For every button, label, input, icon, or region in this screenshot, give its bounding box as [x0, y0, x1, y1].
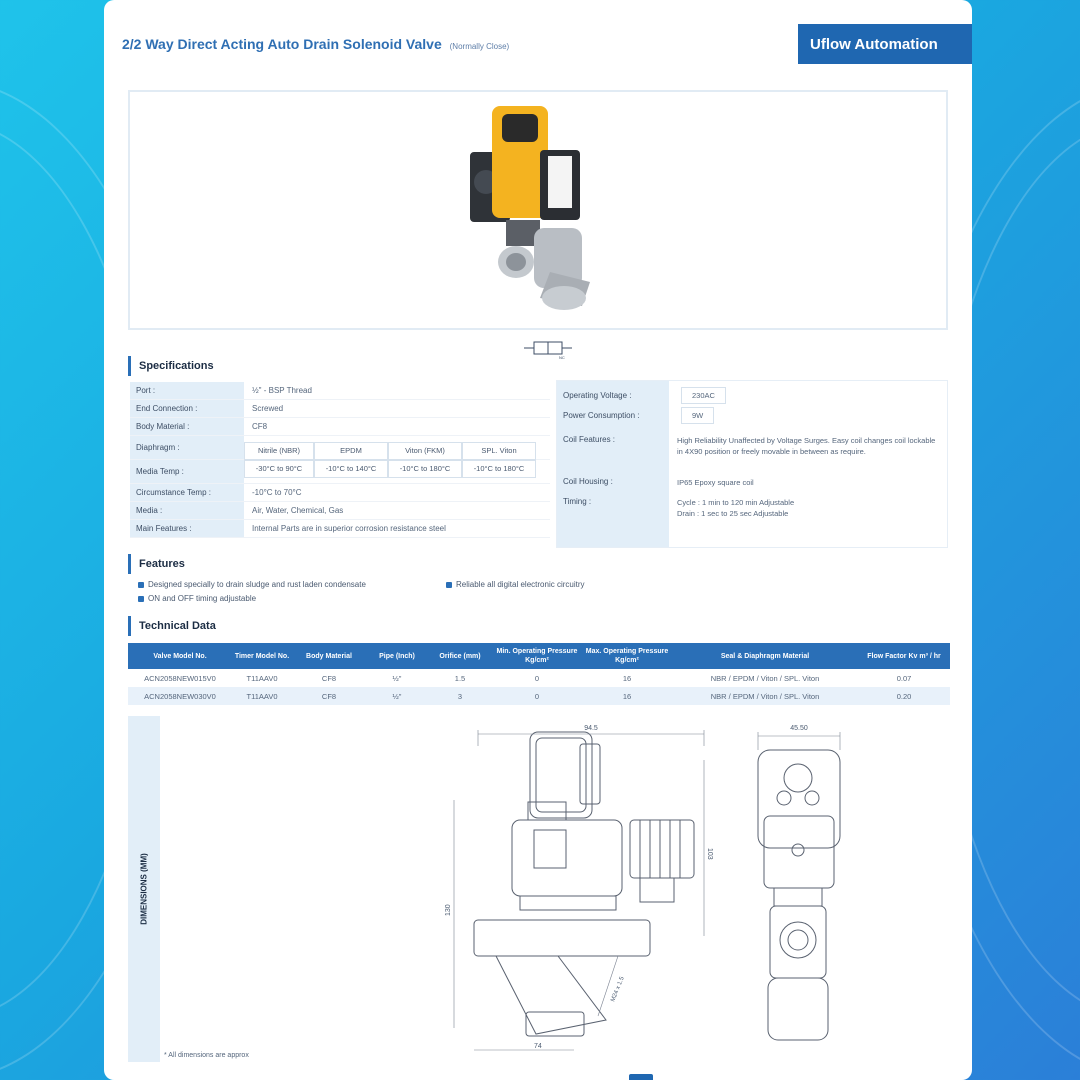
column-header: Seal & Diaphragm Material — [672, 643, 858, 669]
dimensions-note: * All dimensions are approx — [164, 1052, 249, 1059]
spec-value: ½" - BSP Thread — [252, 386, 312, 395]
technical-data-heading-text: Technical Data — [139, 620, 216, 632]
technical-data-table — [128, 643, 950, 705]
spec-label: Circumstance Temp : — [130, 484, 244, 501]
table-cell: 16 — [622, 673, 632, 683]
diaphragm-cell: SPL. Viton — [462, 442, 536, 460]
column-header: Flow Factor Kv m³ / hr — [858, 643, 950, 669]
datasheet-page — [104, 0, 972, 1080]
coil-features-label: Coil Features : — [563, 435, 616, 444]
dim-thread-label: M24 x 1.5 — [610, 976, 626, 1003]
table-row — [128, 669, 950, 687]
table-cell: CF8 — [321, 673, 337, 683]
diaphragm-cell: Nitrile (NBR) — [244, 442, 314, 460]
spec-value: -10°C to 70°C — [252, 488, 302, 497]
diaphragm-temperature-grid — [244, 442, 536, 478]
dim-base-label: 74 — [534, 1043, 542, 1050]
dim-coil-height-label: 103 — [706, 848, 713, 860]
page-indicator — [629, 1074, 653, 1080]
dimension-drawing — [164, 716, 948, 1052]
table-cell: 0 — [492, 687, 582, 705]
table-cell: ACN2058NEW015V0 — [144, 673, 216, 683]
bullet-icon — [446, 582, 452, 588]
operating-voltage-label: Operating Voltage : — [563, 391, 632, 400]
feature-text: Reliable all digital electronic circuitry — [456, 580, 585, 589]
bullet-icon — [138, 582, 144, 588]
spec-label: End Connection : — [130, 400, 244, 417]
feature-item — [138, 580, 366, 589]
column-header: Orifice (mm) — [428, 643, 492, 669]
spec-label: Diaphragm : — [130, 436, 244, 459]
table-cell: 0.20 — [858, 687, 950, 705]
column-header: Timer Model No. — [232, 643, 292, 669]
table-cell: 3 — [428, 687, 492, 705]
spec-row-body-material — [130, 418, 550, 436]
spec-row-end-connection — [130, 400, 550, 418]
feature-text: Designed specially to drain sludge and rust laden condensate — [148, 580, 366, 589]
technical-data-heading — [128, 616, 216, 636]
spec-label: Media Temp : — [130, 460, 244, 483]
column-header: Body Material — [292, 643, 366, 669]
media-temp-cell: -30°C to 90°C — [244, 460, 314, 478]
spec-value: Air, Water, Chemical, Gas — [252, 506, 344, 515]
table-row — [128, 687, 950, 705]
diaphragm-cell: EPDM — [314, 442, 388, 460]
page-title — [122, 36, 509, 52]
column-header: Min. Operating Pressure Kg/cm² — [492, 643, 582, 669]
dimensions-side-band — [128, 716, 160, 1062]
table-cell: CF8 — [292, 687, 366, 705]
specifications-right-panel — [556, 380, 948, 548]
power-consumption-label: Power Consumption : — [563, 411, 640, 420]
valve-symbol-icon — [522, 338, 586, 360]
product-photo — [130, 92, 950, 332]
bullet-icon — [138, 596, 144, 602]
media-temp-cell: -10°C to 180°C — [388, 460, 462, 478]
table-cell: T11AAV0 — [246, 673, 278, 683]
table-cell: 1.5 — [454, 673, 466, 683]
spec-label: Port : — [130, 382, 244, 399]
spec-label: Media : — [130, 502, 244, 519]
features-heading-text: Features — [139, 558, 185, 570]
spec-row-port — [130, 382, 550, 400]
table-cell: 0 — [534, 673, 540, 683]
diaphragm-cell: Viton (FKM) — [388, 442, 462, 460]
power-consumption-value: 9W — [681, 407, 714, 424]
table-cell: 16 — [582, 687, 672, 705]
right-label-column — [557, 381, 669, 547]
feature-item — [446, 580, 585, 589]
feature-item — [138, 594, 256, 603]
brand-badge — [798, 24, 972, 64]
table-cell: ½" — [366, 687, 428, 705]
timing-drain-value: Drain : 1 sec to 25 sec Adjustable — [677, 509, 789, 518]
table-cell: 0.07 — [896, 673, 912, 683]
column-header: Pipe (Inch) — [366, 643, 428, 669]
table-cell: NBR / EPDM / Viton / SPL. Viton — [710, 673, 820, 683]
dimensions-label: DIMENSIONS (MM) — [139, 853, 149, 925]
table-cell: ½" — [392, 673, 402, 683]
brand-text: Uflow Automation — [810, 35, 938, 53]
coil-housing-value: IP65 Epoxy square coil — [677, 478, 754, 487]
operating-voltage-value: 230AC — [681, 387, 726, 404]
table-header-row — [128, 643, 950, 669]
title-subtitle: (Normally Close) — [449, 42, 510, 51]
spec-row-media — [130, 502, 550, 520]
spec-value: CF8 — [252, 422, 268, 431]
spec-value: Screwed — [252, 404, 284, 413]
spec-row-circumstance-temp — [130, 484, 550, 502]
timing-cycle-value: Cycle : 1 min to 120 min Adjustable — [677, 498, 795, 507]
table-cell: ACN2058NEW030V0 — [128, 687, 232, 705]
dim-total-height-label: 130 — [445, 904, 452, 916]
table-cell: T11AAV0 — [232, 687, 292, 705]
spec-row-main-features — [130, 520, 550, 538]
spec-label: Body Material : — [130, 418, 244, 435]
title-text: 2/2 Way Direct Acting Auto Drain Solenoid Valve — [122, 36, 442, 52]
features-heading — [128, 554, 185, 574]
timing-label: Timing : — [563, 497, 592, 506]
spec-label: Main Features : — [130, 520, 244, 537]
product-photo-frame — [128, 90, 948, 330]
symbol-label: NC — [559, 355, 565, 360]
column-header: Valve Model No. — [128, 643, 232, 669]
coil-features-value: High Reliability Unaffected by Voltage Surges. Easy coil changes coil lockable in 4X90 position or freely movable in between as require. — [677, 436, 936, 456]
table-cell: NBR / EPDM / Viton / SPL. Viton — [672, 687, 858, 705]
specifications-heading — [128, 356, 214, 376]
coil-housing-label: Coil Housing : — [563, 477, 613, 486]
specifications-heading-text: Specifications — [139, 360, 214, 372]
media-temp-cell: -10°C to 140°C — [314, 460, 388, 478]
column-header: Max. Operating Pressure Kg/cm² — [582, 643, 672, 669]
spec-value: Internal Parts are in superior corrosion resistance steel — [252, 524, 446, 533]
feature-text: ON and OFF timing adjustable — [148, 594, 257, 603]
dim-width-label: 94.5 — [584, 725, 598, 732]
dim-front-width-label: 45.50 — [790, 725, 808, 732]
media-temp-cell: -10°C to 180°C — [462, 460, 536, 478]
